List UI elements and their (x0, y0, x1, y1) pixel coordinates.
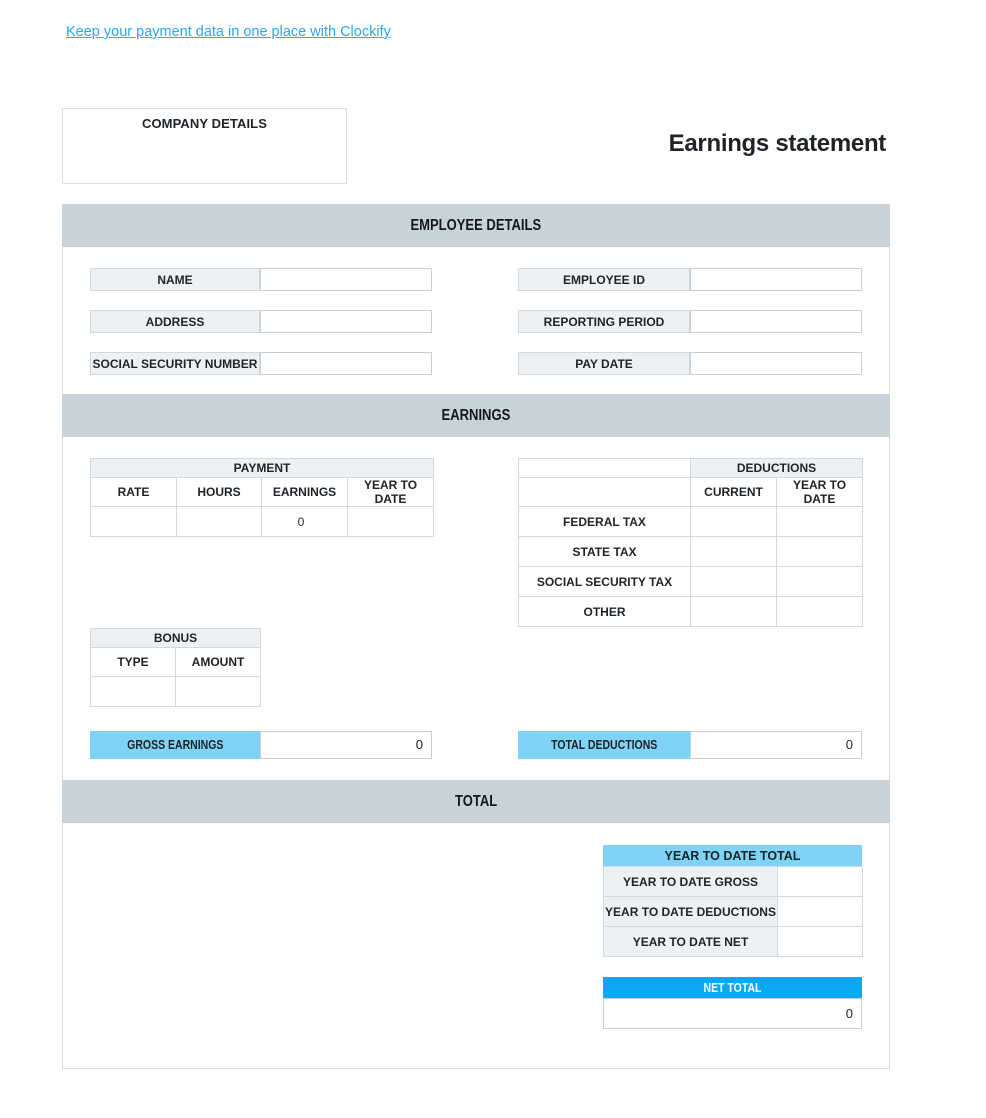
state-tax-ytd-cell[interactable] (777, 537, 863, 567)
bonus-table-title: BONUS (91, 629, 261, 648)
payment-col-rate: RATE (91, 478, 177, 507)
ytd-total-table (603, 866, 863, 957)
employee-details-title: EMPLOYEE DETAILS (410, 216, 542, 234)
bonus-col-amount: AMOUNT (176, 648, 261, 677)
other-deduction-label: OTHER (519, 597, 691, 627)
pay-date-field[interactable] (690, 352, 862, 375)
payment-ytd-cell[interactable] (348, 507, 434, 537)
net-total-value[interactable]: 0 (603, 998, 862, 1029)
federal-tax-ytd-cell[interactable] (777, 507, 863, 537)
ytd-deductions-label: YEAR TO DATE DEDUCTIONS (604, 897, 778, 927)
social-security-tax-label: SOCIAL SECURITY TAX (519, 567, 691, 597)
payment-col-hours: HOURS (177, 478, 262, 507)
total-deductions-value[interactable]: 0 (690, 731, 862, 759)
total-title: TOTAL (454, 792, 498, 810)
federal-tax-label: FEDERAL TAX (519, 507, 691, 537)
other-deduction-current-cell[interactable] (691, 597, 777, 627)
ytd-gross-cell[interactable] (778, 867, 863, 897)
clockify-promo-link[interactable]: Keep your payment data in one place with Clockify (66, 24, 391, 40)
deductions-table-title: DEDUCTIONS (691, 459, 863, 478)
net-total-header-text: NET TOTAL (703, 980, 762, 995)
name-label: NAME (90, 268, 260, 291)
reporting-period-field[interactable] (690, 310, 862, 333)
bonus-amount-cell[interactable] (176, 677, 261, 707)
deductions-table (518, 458, 863, 627)
deductions-spacer (519, 459, 691, 478)
total-deductions-label (518, 731, 690, 759)
section-header-earnings (62, 394, 890, 437)
payment-rate-cell[interactable] (91, 507, 177, 537)
ytd-deductions-cell[interactable] (778, 897, 863, 927)
payment-col-earnings: EARNINGS (262, 478, 348, 507)
section-header-total (62, 780, 890, 823)
section-header-employee-details (62, 204, 890, 247)
social-security-tax-ytd-cell[interactable] (777, 567, 863, 597)
state-tax-current-cell[interactable] (691, 537, 777, 567)
ssn-label: SOCIAL SECURITY NUMBER (90, 352, 260, 375)
ytd-net-cell[interactable] (778, 927, 863, 957)
ssn-field[interactable] (260, 352, 432, 375)
payment-hours-cell[interactable] (177, 507, 262, 537)
deductions-col-ytd: YEAR TO DATE (777, 478, 863, 507)
other-deduction-ytd-cell[interactable] (777, 597, 863, 627)
address-label: ADDRESS (90, 310, 260, 333)
gross-earnings-value[interactable]: 0 (260, 731, 432, 759)
total-deductions-text: TOTAL DEDUCTIONS (550, 738, 658, 752)
bonus-col-type: TYPE (91, 648, 176, 677)
ytd-total-header (603, 845, 862, 866)
ytd-total-header-text: YEAR TO DATE TOTAL (664, 848, 801, 863)
company-details-label: COMPANY DETAILS (141, 116, 267, 131)
address-field[interactable] (260, 310, 432, 333)
employee-id-label: EMPLOYEE ID (518, 268, 690, 291)
ytd-gross-label: YEAR TO DATE GROSS (604, 867, 778, 897)
payment-earnings-cell[interactable]: 0 (262, 507, 348, 537)
earnings-title: EARNINGS (441, 406, 511, 424)
company-details-box[interactable] (62, 108, 347, 184)
gross-earnings-text: GROSS EARNINGS (126, 738, 224, 752)
pay-date-label: PAY DATE (518, 352, 690, 375)
federal-tax-current-cell[interactable] (691, 507, 777, 537)
state-tax-label: STATE TAX (519, 537, 691, 567)
payment-col-ytd: YEAR TO DATE (348, 478, 434, 507)
payment-table (90, 458, 434, 537)
bonus-type-cell[interactable] (91, 677, 176, 707)
payment-table-title: PAYMENT (91, 459, 434, 478)
ytd-net-label: YEAR TO DATE NET (604, 927, 778, 957)
page-title: Earnings statement (668, 130, 886, 157)
social-security-tax-current-cell[interactable] (691, 567, 777, 597)
employee-id-field[interactable] (690, 268, 862, 291)
bonus-table (90, 628, 261, 707)
gross-earnings-label (90, 731, 260, 759)
deductions-spacer (519, 478, 691, 507)
reporting-period-label: REPORTING PERIOD (518, 310, 690, 333)
name-field[interactable] (260, 268, 432, 291)
deductions-col-current: CURRENT (691, 478, 777, 507)
net-total-header (603, 977, 862, 998)
